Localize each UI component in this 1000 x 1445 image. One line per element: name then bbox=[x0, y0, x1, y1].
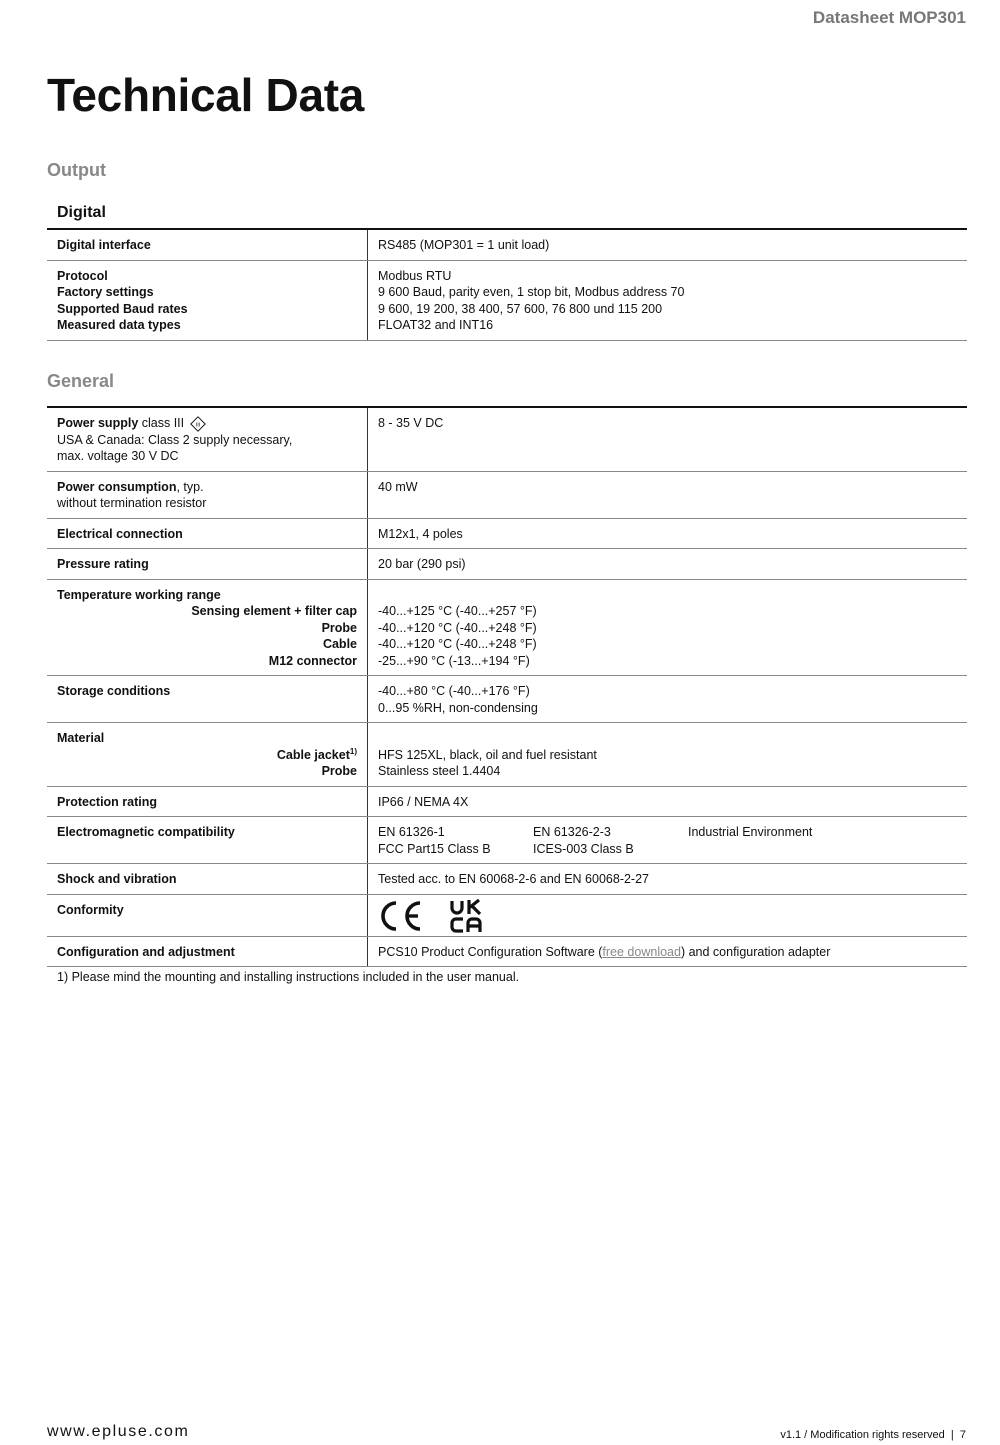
protocol-value: Modbus RTU bbox=[378, 268, 452, 283]
row-value: Tested acc. to EN 60068-2-6 and EN 60068-2-27 bbox=[368, 864, 968, 895]
emc-standard: EN 61326-1 bbox=[378, 825, 445, 840]
table-row bbox=[47, 579, 967, 676]
row-label: Electrical connection bbox=[47, 518, 368, 549]
row-label: Electromagnetic compatibility bbox=[47, 817, 368, 864]
material-sub-label: Cable jacket bbox=[276, 747, 350, 762]
row-label bbox=[47, 723, 368, 787]
temperature-label: Temperature working range bbox=[57, 587, 221, 602]
storage-value: 0...95 %RH, non-condensing bbox=[378, 700, 538, 715]
row-label: Pressure rating bbox=[47, 549, 368, 580]
power-consumption-note: without termination resistor bbox=[57, 496, 207, 511]
table-row bbox=[47, 471, 967, 518]
row-value: IP66 / NEMA 4X bbox=[368, 786, 968, 817]
website-url[interactable]: www.epluse.com bbox=[47, 1423, 190, 1440]
material-sub-label: Probe bbox=[321, 764, 357, 779]
temperature-value: -40...+120 °C (-40...+248 °F) bbox=[378, 620, 537, 635]
section-title-general: General bbox=[47, 371, 115, 391]
material-value: HFS 125XL, black, oil and fuel resistant bbox=[378, 747, 597, 762]
page-title: Technical Data bbox=[47, 69, 365, 121]
row-label: Storage conditions bbox=[47, 676, 368, 723]
material-value: Stainless steel 1.4404 bbox=[378, 764, 501, 779]
class-iii-symbol-text: III bbox=[195, 422, 200, 429]
row-label: Protection rating bbox=[47, 786, 368, 817]
row-label bbox=[47, 471, 368, 518]
configuration-text: PCS10 Product Configuration Software ( bbox=[378, 944, 603, 959]
power-supply-max-voltage: max. voltage 30 V DC bbox=[57, 449, 179, 464]
power-consumption-typ: , typ. bbox=[176, 479, 204, 494]
table-row bbox=[47, 723, 967, 787]
row-label: Configuration and adjustment bbox=[47, 936, 368, 967]
factory-settings-value: 9 600 Baud, parity even, 1 stop bit, Modbus address 70 bbox=[378, 285, 685, 299]
data-types-value: FLOAT32 and INT16 bbox=[378, 318, 494, 332]
table-row bbox=[47, 260, 967, 340]
protocol-label: Protocol bbox=[57, 268, 108, 283]
subsection-title-digital: Digital bbox=[57, 204, 106, 221]
temperature-value: -40...+120 °C (-40...+248 °F) bbox=[378, 637, 537, 652]
footnote: 1) Please mind the mounting and installing instructions included in the user manual. bbox=[57, 970, 520, 984]
table-row bbox=[47, 786, 967, 817]
power-supply-note: USA & Canada: Class 2 supply necessary, bbox=[57, 432, 293, 447]
temperature-sub-label: Sensing element + filter cap bbox=[191, 604, 357, 619]
table-row bbox=[47, 894, 967, 936]
temperature-sub-label: M12 connector bbox=[268, 653, 357, 668]
row-value bbox=[368, 894, 968, 936]
section-title-output: Output bbox=[47, 160, 106, 180]
row-value bbox=[368, 579, 968, 676]
emc-standard: ICES-003 Class B bbox=[533, 841, 634, 856]
table-row bbox=[47, 817, 967, 864]
emc-standard: EN 61326-2-3 bbox=[533, 825, 611, 840]
emc-standard: FCC Part15 Class B bbox=[378, 841, 491, 856]
row-value: M12x1, 4 poles bbox=[368, 518, 968, 549]
ce-mark-icon bbox=[378, 899, 424, 933]
ukca-mark-icon bbox=[449, 899, 487, 933]
row-value bbox=[368, 936, 968, 967]
free-download-link[interactable]: free download bbox=[602, 944, 681, 959]
class-iii-icon bbox=[190, 416, 206, 432]
row-label bbox=[47, 260, 368, 340]
table-row bbox=[47, 936, 967, 967]
row-value bbox=[368, 817, 968, 864]
factory-settings-label: Factory settings bbox=[57, 285, 154, 299]
baud-rates-label: Supported Baud rates bbox=[57, 301, 188, 316]
power-supply-label: Power supply bbox=[57, 416, 139, 430]
row-value: RS485 (MOP301 = 1 unit load) bbox=[368, 229, 968, 260]
baud-rates-value: 9 600, 19 200, 38 400, 57 600, 76 800 und 115 200 bbox=[378, 301, 663, 316]
table-row bbox=[47, 229, 967, 260]
table-row bbox=[47, 864, 967, 895]
temperature-sub-label: Probe bbox=[321, 620, 357, 635]
row-label bbox=[47, 579, 368, 676]
row-value bbox=[368, 260, 968, 340]
table-row bbox=[47, 518, 967, 549]
row-value bbox=[368, 723, 968, 787]
table-row bbox=[47, 549, 967, 580]
temperature-sub-label: Cable bbox=[322, 637, 357, 652]
material-label: Material bbox=[57, 731, 105, 746]
row-value bbox=[368, 676, 968, 723]
row-label: Conformity bbox=[47, 894, 368, 936]
row-value: 20 bar (290 psi) bbox=[368, 549, 968, 580]
row-label: Shock and vibration bbox=[47, 864, 368, 895]
row-value: 40 mW bbox=[368, 471, 968, 518]
storage-value: -40...+80 °C (-40...+176 °F) bbox=[378, 684, 530, 699]
footnote-marker: 1) bbox=[349, 746, 357, 756]
row-label: Digital interface bbox=[47, 229, 368, 260]
version-info: v1.1 / Modification rights reserved | 7 bbox=[780, 1429, 966, 1441]
temperature-value: -25...+90 °C (-13...+194 °F) bbox=[378, 653, 530, 668]
digital-output-table bbox=[47, 228, 967, 341]
temperature-value: -40...+125 °C (-40...+257 °F) bbox=[378, 604, 537, 619]
general-table bbox=[47, 406, 967, 967]
document-title: Datasheet MOP301 bbox=[812, 8, 966, 27]
configuration-text: ) and configuration adapter bbox=[680, 944, 831, 959]
table-row bbox=[47, 676, 967, 723]
row-value: 8 - 35 V DC bbox=[368, 407, 968, 471]
power-consumption-label: Power consumption bbox=[57, 479, 177, 494]
table-row bbox=[47, 407, 967, 471]
row-label bbox=[47, 407, 368, 471]
data-types-label: Measured data types bbox=[57, 318, 181, 332]
emc-environment: Industrial Environment bbox=[688, 825, 813, 840]
power-supply-class-text: class III bbox=[138, 416, 185, 430]
